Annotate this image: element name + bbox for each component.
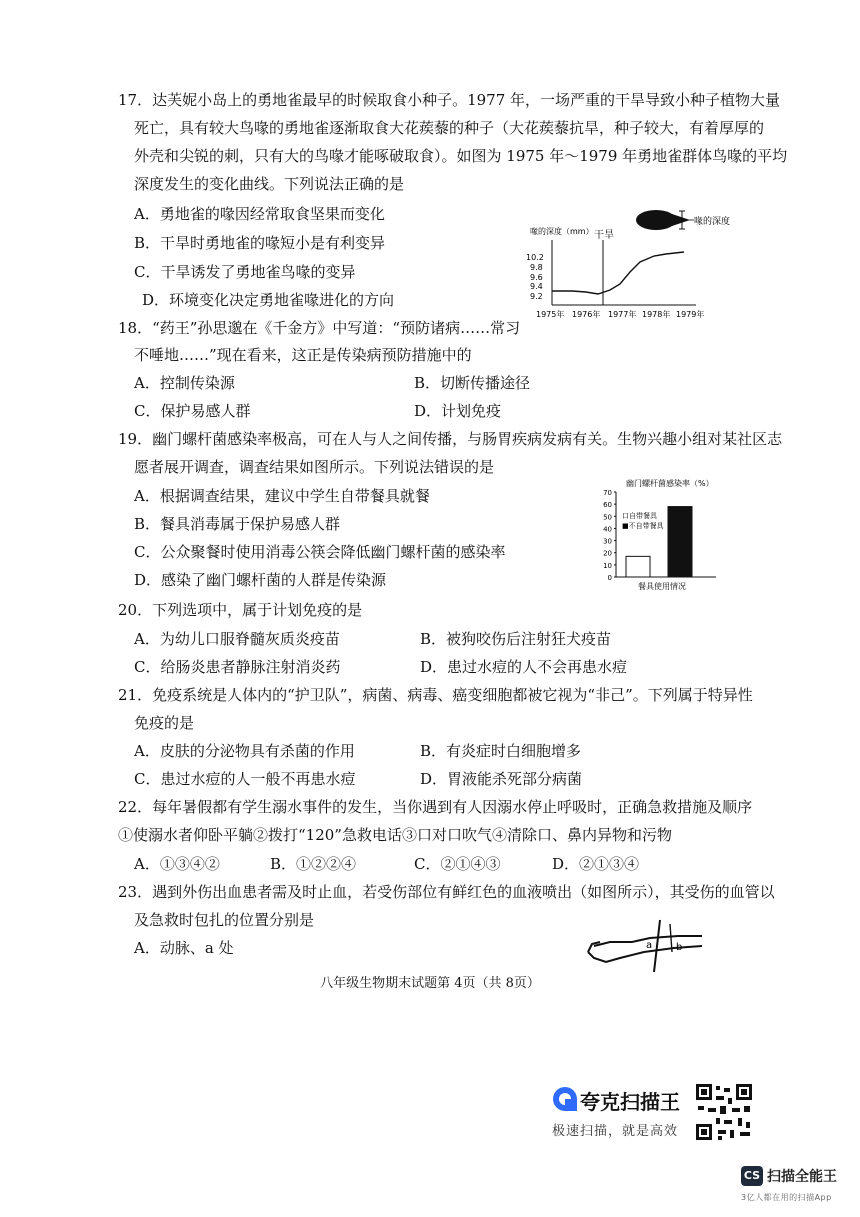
ytick: 10.2 <box>526 253 544 262</box>
q23-option-a: A．动脉、a 处 <box>134 939 234 957</box>
q19-stem-line-2: 愿者展开调查，调查结果如图所示。下列说法错误的是 <box>134 458 495 476</box>
ytick: 9.8 <box>530 263 543 272</box>
q20-option-c: C．给肠炎患者静脉注射消炎药 <box>134 658 341 676</box>
quark-brand-name: 夸克扫描王 <box>580 1090 680 1114</box>
q22-stem-line-1: 22．每年暑假都有学生溺水事件的发生，当你遇到有人因溺水停止呼吸时，正确急救措施及顺序 <box>118 798 753 816</box>
q22-option-d: D．②①③④ <box>552 855 640 873</box>
q18-stem-line-2: 不唾地……”现在看来，这正是传染病预防措施中的 <box>134 346 472 364</box>
q19-option-c: C．公众聚餐时使用消毒公筷会降低幽门螺杆菌的感染率 <box>134 543 506 561</box>
chart-xlabel: 餐具使用情况 <box>638 582 686 591</box>
q22-option-c: C．②①④③ <box>414 855 501 873</box>
q22-option-b: B．①②②④ <box>270 855 357 873</box>
q22-stem-line-2: ①使溺水者仰卧平躺②拨打“120”急救电话③口对口吹气④清除口、鼻内异物和污物 <box>118 826 672 844</box>
beak-depth-curve <box>552 252 684 294</box>
xtick: 1975年 <box>536 310 565 319</box>
ytick: 9.6 <box>530 273 543 282</box>
leg-wound-figure <box>584 912 714 974</box>
chart-title: 幽门螺杆菌感染率（%） <box>626 479 714 488</box>
q18-option-c: C．保护易感人群 <box>134 402 251 420</box>
y-tick-label: 60 <box>603 501 612 510</box>
xtick: 1979年 <box>676 310 705 319</box>
quark-brand-slogan: 极速扫描，就是高效 <box>552 1124 679 1139</box>
q19-option-b: B．餐具消毒属于保护易感人群 <box>134 515 341 533</box>
ytick: 9.4 <box>530 282 543 291</box>
bar-self-utensils <box>626 556 650 577</box>
q23-stem-line-1: 23．遇到外伤出血患者需及时止血，若受伤部位有鲜红色的血液喷出（如图所示），其受伤的血管以 <box>118 883 775 901</box>
beak-depth-chart <box>524 200 731 325</box>
y-tick-label: 10 <box>603 561 612 570</box>
ytick: 9.2 <box>530 292 543 301</box>
xtick: 1977年 <box>608 310 637 319</box>
camscanner-slogan: 3亿人都在用的扫描App <box>741 1193 832 1202</box>
chart17-ylabel: 喙的深度（mm） <box>530 227 594 236</box>
quark-logo-icon <box>552 1086 578 1112</box>
q21-option-d: D．胃液能杀死部分病菌 <box>420 770 583 788</box>
q20-option-b: B．被狗咬伤后注射狂犬疫苗 <box>420 630 612 648</box>
q18-stem-line-1: 18．“药王”孙思邈在《千金方》中写道：“预防诸病……常习 <box>118 319 521 337</box>
q17-option-b: B．干旱时勇地雀的喙短小是有利变异 <box>134 234 386 252</box>
q17-option-a: A．勇地雀的喙因经常取食坚果而变化 <box>134 205 385 223</box>
infection-rate-chart <box>594 476 724 596</box>
q17-option-d: D．环境变化决定勇地雀喙进化的方向 <box>142 291 395 309</box>
q17-stem-line-3: 外壳和尖锐的刺，只有大的鸟喙才能啄破取食）。如图为 1975 年～1979 年勇地雀群体鸟喙的平均 <box>134 147 788 165</box>
q18-option-d: D．计划免疫 <box>414 402 502 420</box>
bird-head-icon <box>636 210 694 230</box>
y-tick-label: 70 <box>603 489 612 497</box>
chart17-yticks <box>526 253 544 301</box>
qr-code-icon <box>694 1082 754 1142</box>
q20-stem: 20．下列选项中，属于计划免疫的是 <box>118 601 363 619</box>
y-tick-labels <box>603 489 616 582</box>
q17-option-c: C．干旱诱发了勇地雀鸟喙的变异 <box>134 263 356 281</box>
fig-label-a: a <box>646 940 653 951</box>
camscanner-logo-icon: CS <box>741 1166 763 1186</box>
y-tick-label: 40 <box>603 525 612 534</box>
y-tick-label: 20 <box>603 549 612 558</box>
q21-option-a: A．皮肤的分泌物具有杀菌的作用 <box>134 742 355 760</box>
q19-option-d: D．感染了幽门螺杆菌的人群是传染源 <box>134 571 387 589</box>
q21-stem-line-2: 免疫的是 <box>134 714 195 732</box>
fig-label-b: b <box>676 942 683 953</box>
y-tick-label: 30 <box>603 537 612 546</box>
q20-option-d: D．患过水痘的人不会再患水痘 <box>420 658 628 676</box>
quark-brand <box>548 1082 688 1142</box>
q20-option-a: A．为幼儿口服脊髓灰质炎疫苗 <box>134 630 340 648</box>
q21-option-b: B．有炎症时白细胞增多 <box>420 742 582 760</box>
drought-label: 干旱 <box>594 230 614 241</box>
legend-entry-self: 口自带餐具 <box>622 512 657 520</box>
q17-stem-line-1: 17．达芙妮小岛上的勇地雀最早的时候取食小种子。1977 年，一场严重的干旱导致小种子植物大量 <box>118 91 781 109</box>
camscanner-name: 扫描全能王 <box>767 1169 837 1185</box>
xtick: 1976年 <box>572 310 601 319</box>
page-footer: 八年级生物期末试题第 4页（共 8页） <box>320 976 540 991</box>
q22-option-a: A．①③④② <box>134 855 220 873</box>
chart17-xticks <box>536 309 704 319</box>
y-tick-label: 50 <box>603 513 612 522</box>
q18-option-b: B．切断传播途径 <box>414 374 531 392</box>
q19-option-a: A．根据调查结果，建议中学生自带餐具就餐 <box>134 487 430 505</box>
q18-option-a: A．控制传染源 <box>134 374 235 392</box>
bar-no-self-utensils <box>668 507 692 577</box>
y-tick-label: 0 <box>607 574 612 582</box>
q17-stem-line-4: 深度发生的变化曲线。下列说法正确的是 <box>134 175 405 193</box>
q17-stem-line-2: 死亡，具有较大鸟喙的勇地雀逐渐取食大花蒺藜的种子（大花蒺藜抗旱，种子较大，有着厚厚的 <box>134 119 765 137</box>
q21-option-c: C．患过水痘的人一般不再患水痘 <box>134 770 356 788</box>
xtick: 1978年 <box>642 310 671 319</box>
q19-stem-line-1: 19．幽门螺杆菌感染率极高，可在人与人之间传播，与肠胃疾病发病有关。生物兴趣小组对某社区志 <box>118 430 783 448</box>
wound-mark <box>654 920 660 972</box>
q21-stem-line-1: 21．免疫系统是人体内的“护卫队”，病菌、病毒、癌变细胞都被它视为“非己”。下列属于特异性 <box>118 686 753 704</box>
beak-depth-label: 喙的深度 <box>694 217 731 227</box>
q23-stem-line-2: 及急救时包扎的位置分别是 <box>134 911 315 929</box>
legend-entry-not-self: ■不自带餐具 <box>622 522 664 530</box>
